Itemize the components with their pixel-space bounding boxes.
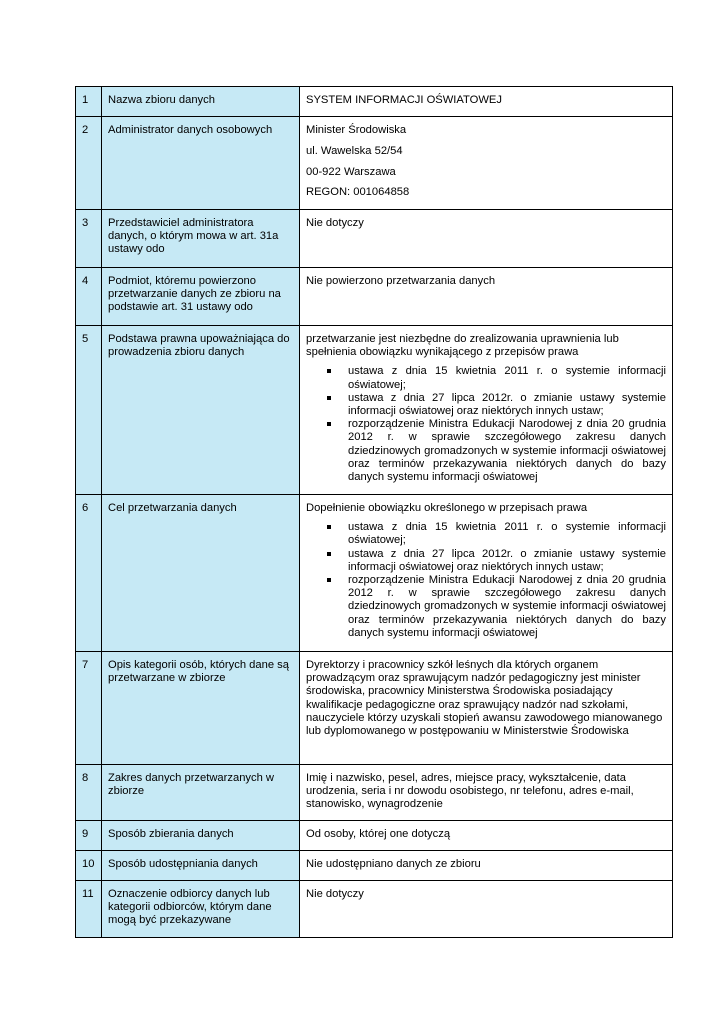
row-value: Imię i nazwisko, pesel, adres, miejsce pracy, wykształcenie, data urodzenia, seria i nr dowodu osobistego, nr telefonu, adres e-mail, stanowisko, wynagrodzenie [300,765,673,821]
list-item: ustawa z dnia 15 kwietnia 2011 r. o systemie informacji oświatowej; [306,521,666,547]
data-register-table [75,86,673,938]
administrator-city: 00-922 Warszawa [306,165,396,178]
row-label: Oznaczenie odbiorcy danych lub kategorii odbiorców, którym dane mogą być przekazywane [102,881,300,938]
row-number: 1 [76,87,102,117]
table-row [76,765,673,821]
row-number: 5 [76,326,102,495]
row-label: Przedstawiciel administratora danych, o którym mowa w art. 31a ustawy odo [102,210,300,268]
row-value: Nie dotyczy [300,210,673,268]
row-value: Nie powierzono przetwarzania danych [300,268,673,326]
row-value [300,117,673,210]
row-value: Nie udostępniano danych ze zbioru [300,851,673,881]
purpose-intro: Dopełnienie obowiązku określonego w przepisach prawa [306,502,588,514]
list-item: ustawa z dnia 27 lipca 2012r. o zmianie ustawy systemie informacji oświatowej oraz niektórych innych ustaw; [306,548,666,574]
table-row [76,821,673,851]
table-row [76,881,673,938]
row-number: 8 [76,765,102,821]
row-value: Nie dotyczy [300,881,673,938]
list-item: rozporządzenie Ministra Edukacji Narodowej z dnia 20 grudnia 2012 r. w sprawie szczegółowego zakresu danych dziedzinowych gromadzonych w systemie informacji oświatowej oraz terminów przekazywania niektórych danych do bazy danych systemu informacji oświatowej [306,418,666,484]
row-label: Cel przetwarzania danych [102,495,300,652]
administrator-regon: REGON: 001064858 [306,186,410,199]
row-label: Opis kategorii osób, których dane są przetwarzane w zbiorze [102,652,300,765]
list-item: rozporządzenie Ministra Edukacji Narodowej z dnia 20 grudnia 2012 r. w sprawie szczegółowego zakresu danych dziedzinowych gromadzonych w systemie informacji oświatowej oraz terminów przekazywania niektórych danych do bazy danych systemu informacji oświatowej [306,574,666,640]
list-item: ustawa z dnia 27 lipca 2012r. o zmianie ustawy systemie informacji oświatowej oraz niektórych innych ustaw; [306,392,666,418]
list-item: ustawa z dnia 15 kwietnia 2011 r. o systemie informacji oświatowej; [306,365,666,391]
table-row [76,87,673,117]
row-label: Nazwa zbioru danych [102,87,300,117]
table-row [76,495,673,652]
table-row [76,268,673,326]
row-value: Dyrektorzy i pracownicy szkół leśnych dla których organem prowadzącym oraz sprawującym nadzór pedagogiczny jest minister środowiska, pracownicy Ministerstwa Środowiska posiadający kwalifikacje pedagogiczne oraz sprawujący nadzór nad szkołami, nauczyciele którzy uzyskali stopień awansu zawodowego mianowanego lub dyplomowanego w postępowaniu w Ministerstwie Środowiska [300,652,673,765]
row-number: 3 [76,210,102,268]
row-value: SYSTEM INFORMACJI OŚWIATOWEJ [300,87,673,117]
row-number: 9 [76,821,102,851]
row-label: Zakres danych przetwarzanych w zbiorze [102,765,300,821]
row-value [300,495,673,652]
administrator-street: ul. Wawelska 52/54 [306,144,403,157]
row-number: 2 [76,117,102,210]
row-value: Od osoby, której one dotyczą [300,821,673,851]
table-row [76,652,673,765]
table-row [76,210,673,268]
row-number: 4 [76,268,102,326]
row-label: Podstawa prawna upoważniająca do prowadzenia zbioru danych [102,326,300,495]
row-number: 6 [76,495,102,652]
administrator-name: Minister Środowiska [306,124,407,136]
table-row [76,117,673,210]
table-row [76,326,673,495]
row-label: Sposób udostępniania danych [102,851,300,881]
row-number: 10 [76,851,102,881]
legal-acts-list [306,365,666,484]
row-value [300,326,673,495]
row-label: Administrator danych osobowych [102,117,300,210]
row-label: Podmiot, któremu powierzono przetwarzanie danych ze zbioru na podstawie art. 31 ustawy odo [102,268,300,326]
row-label: Sposób zbierania danych [102,821,300,851]
row-number: 11 [76,881,102,938]
legal-acts-list [306,521,666,640]
table-row [76,851,673,881]
legal-basis-intro: przetwarzanie jest niezbędne do zrealizowania uprawnienia lub spełnienia obowiązku wynikającego z przepisów prawa [306,333,619,359]
row-number: 7 [76,652,102,765]
